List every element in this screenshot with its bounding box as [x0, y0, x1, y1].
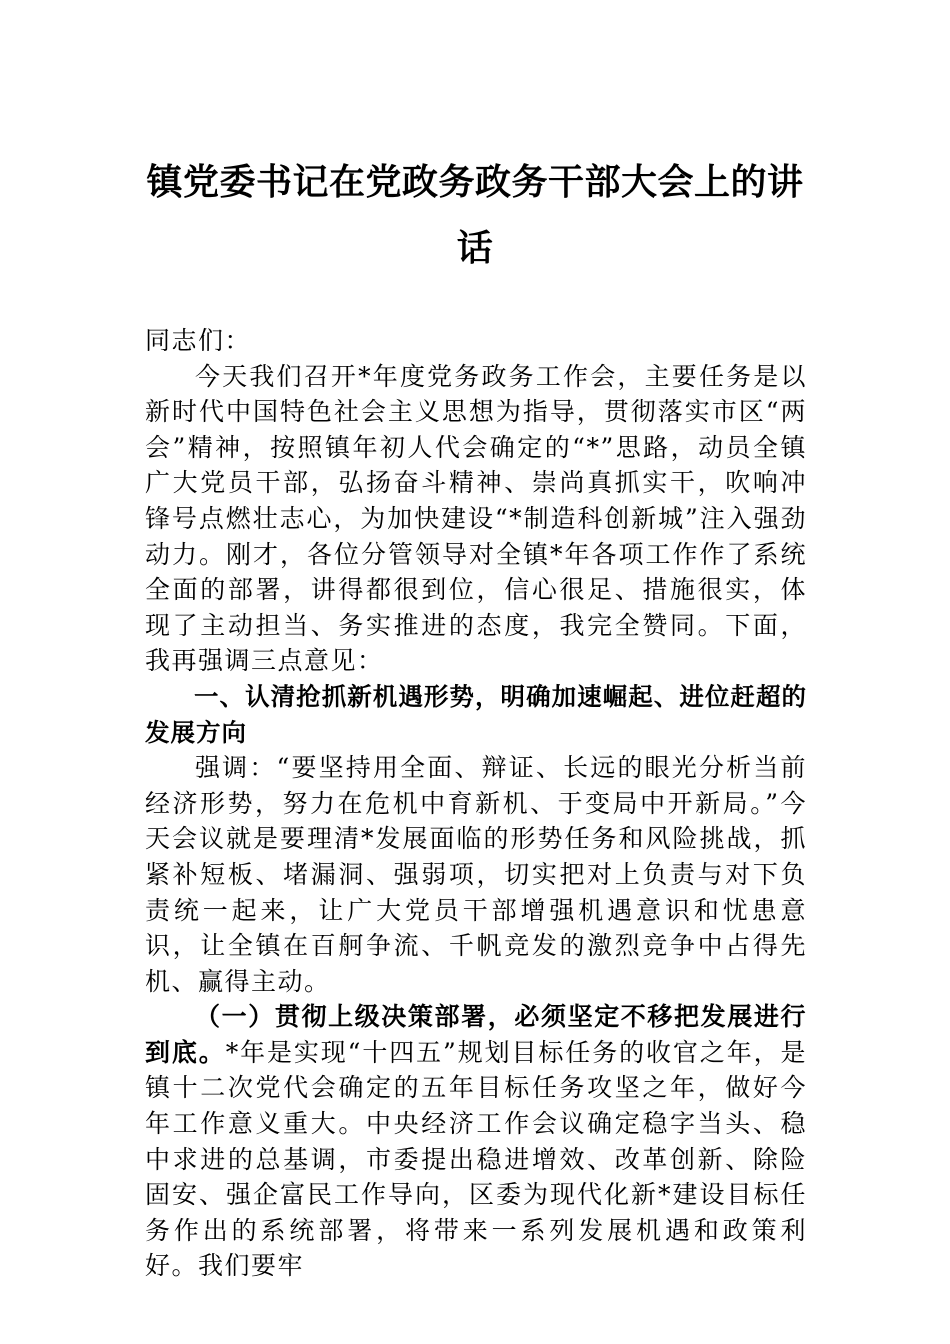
- document-body: [145, 323, 807, 1284]
- salutation: 同志们：: [145, 326, 252, 355]
- intro-paragraph: 今天我们召开*年度党务政务工作会，主要任务是以新时代中国特色社会主义思想为指导，贯彻落实市区“两会”精神，按照镇年初人代会确定的“*”思路，动员全镇广大党员干部，弘扬奋斗精神、崇尚真抓实干，吹响冲锋号点燃壮志心，为加快建设“*制造科创新城”注入强劲动力。刚才，各位分管领导对全镇*年各项工作作了系统全面的部署，讲得都很到位，信心很足、措施很实，体现了主动担当、务实推进的态度，我完全赞同。下面，我再强调三点意见：: [145, 361, 807, 676]
- document-title: 镇党委书记在党政务政务干部大会上的讲话: [146, 162, 804, 269]
- subsection-1-paragraph: [145, 999, 807, 1284]
- subsection-1-heading: （一）贯彻上级决策部署，必须坚定不移把发展进行到底。: [145, 1002, 807, 1067]
- subsection-1-text: *年是实现“十四五”规划目标任务的收官之年，是镇十二次党代会确定的五年目标任务攻坚之年，做好今年工作意义重大。中央经济工作会议确定稳字当头、稳中求进的总基调，市委提出稳进增效、改革创新、除险固安、强企富民工作导向，区委为现代化新*建设目标任务作出的系统部署，将带来一系列发展机遇和政策利好。我们要牢: [145, 1037, 807, 1281]
- section-1-heading: 一、认清抢抓新机遇形势，明确加速崛起、进位赶超的发展方向: [145, 681, 807, 747]
- section-1-paragraph: 强调：“要坚持用全面、辩证、长远的眼光分析当前经济形势，努力在危机中育新机、于变局中开新局。”今天会议就是要理清*发展面临的形势任务和风险挑战，抓紧补短板、堵漏洞、强弱项，切实把对上负责与对下负责统一起来，让广大党员干部增强机遇意识和忧患意识，让全镇在百舸争流、千帆竞发的激烈竞争中占得先机、赢得主动。: [145, 753, 807, 996]
